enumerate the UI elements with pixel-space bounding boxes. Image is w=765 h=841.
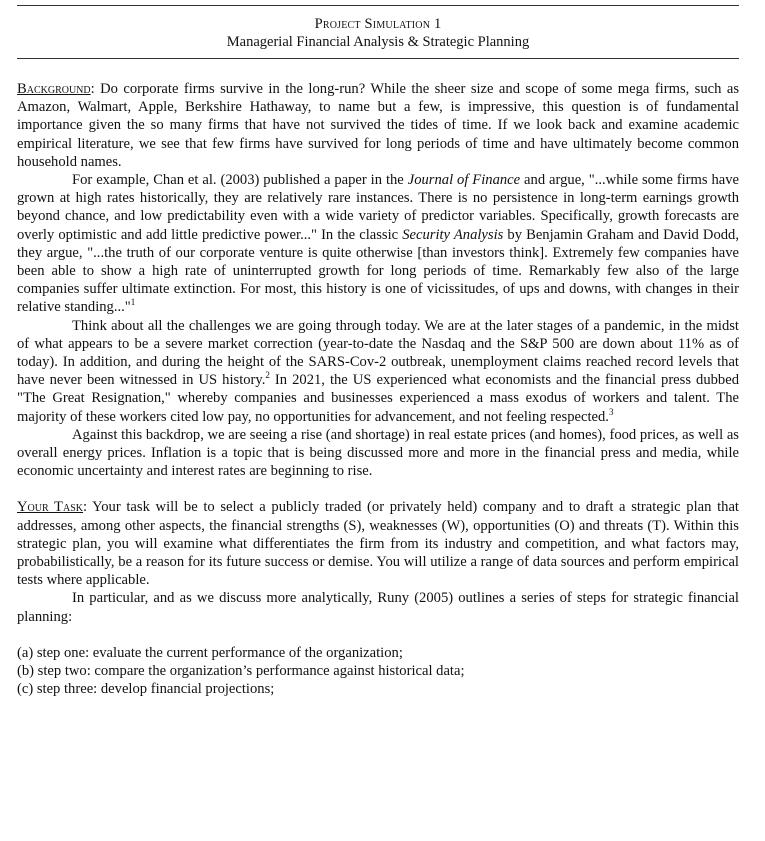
document-page bbox=[17, 0, 739, 699]
steps-list bbox=[17, 644, 739, 699]
p2-text-a: For example, Chan et al. (2003) published a paper in the bbox=[72, 172, 408, 189]
header-rule bbox=[17, 58, 739, 59]
section-gap bbox=[17, 480, 739, 498]
p3-text-a: Think about all the challenges we are going through today. We are at the later stages of a pandemic, in the midst of what appears to be a severe market correction (year-to-date the Nasdaq and the S&P 500 are down about 11% as of today). In addition, and during the height of the SARS-Cov-2 outbreak, unemployment claims reached record levels that have never been witnessed in US history. bbox=[17, 317, 739, 389]
task-paragraph-1 bbox=[17, 498, 739, 589]
background-paragraph-1 bbox=[17, 80, 739, 171]
footnote-ref-3: 3 bbox=[608, 406, 614, 417]
p3-text-b: In 2021, the US experienced what economists and the financial press dubbed "The Great Resignation," whereby companies and businesses experienced a mass exodus of workers and talent. The majority of these workers cited low pay, no opportunities for advancement, and not feeling respected. bbox=[17, 372, 739, 425]
background-paragraph-2 bbox=[17, 171, 739, 317]
top-rule bbox=[17, 5, 739, 6]
document-body bbox=[17, 80, 739, 699]
task-paragraph-2: In particular, and as we discuss more analytically, Runy (2005) outlines a series of steps for strategic financial planning: bbox=[17, 590, 739, 625]
step-item: (a) step one: evaluate the current performance of the organization; bbox=[17, 644, 403, 661]
step-item: (b) step two: compare the organization’s performance against historical data; bbox=[17, 663, 465, 680]
journal-title: Journal of Finance bbox=[407, 172, 521, 189]
document-subtitle: Managerial Financial Analysis & Strategic Planning bbox=[226, 34, 530, 50]
list-gap bbox=[17, 626, 739, 644]
background-paragraph-3 bbox=[17, 317, 739, 426]
step-item: (c) step three: develop financial projections; bbox=[17, 681, 275, 698]
footnote-ref-1: 1 bbox=[130, 297, 136, 308]
task-text-1: : Your task will be to select a publicly traded (or privately held) company and to draft a strategic plan that addresses, among other aspects, the financial strengths (S), weaknesses (W), opportunities (O) and threats (T). Within this strategic plan, you will examine what differentiates the firm from its industry and competition, and what factors may, probabilistically, be a reason for its future success or demise. You will utilize a range of data sources and perform empirical tests where applicable. bbox=[17, 499, 739, 589]
p2-text-c: by Benjamin Graham and David Dodd, they argue, "...the truth of our corporate venture is quite otherwise [than investors think]. Extremely few companies have been able to show a high rate of uninterrupted growth for long periods of time. Remarkably few also of the large companies suffer ultimate extinction. For most, this history is one of vicissitudes, of ups and downs, with changes in their relative standing..." bbox=[17, 226, 739, 316]
background-text-1: : Do corporate firms survive in the long-run? While the sheer size and scope of some mega firms, such as Amazon, Walmart, Apple, Berkshire Hathaway, to name but a few, is impressive, this question is of fundamental importance given the so many firms that have not survived the tides of time. If we look back and examine academic empirical literature, we see that few firms have survived for long periods of time and have ultimately become common household names. bbox=[17, 81, 739, 170]
background-heading: Background bbox=[17, 81, 91, 97]
document-header bbox=[17, 15, 739, 51]
p2-text-b: and argue, "...while some firms have grown at high rates historically, they are relatively rare instances. There is no persistence in long-term earnings growth beyond chance, and low predictability even with a wide variety of predictor variables. Specifically, growth forecasts are overly optimistic and add little predictive power..." In the classic bbox=[17, 172, 739, 243]
background-paragraph-4: Against this backdrop, we are seeing a rise (and shortage) in real estate prices (and homes), food prices, as well as overall energy prices. Inflation is a topic that is being discussed more and more in the financial press and media, while economic uncertainty and interest rates are beginning to rise. bbox=[17, 426, 739, 480]
task-heading: Your Task bbox=[17, 499, 83, 516]
book-title: Security Analysis bbox=[402, 226, 504, 243]
footnote-ref-2: 2 bbox=[265, 370, 270, 381]
document-title: Project Simulation 1 bbox=[314, 16, 442, 32]
